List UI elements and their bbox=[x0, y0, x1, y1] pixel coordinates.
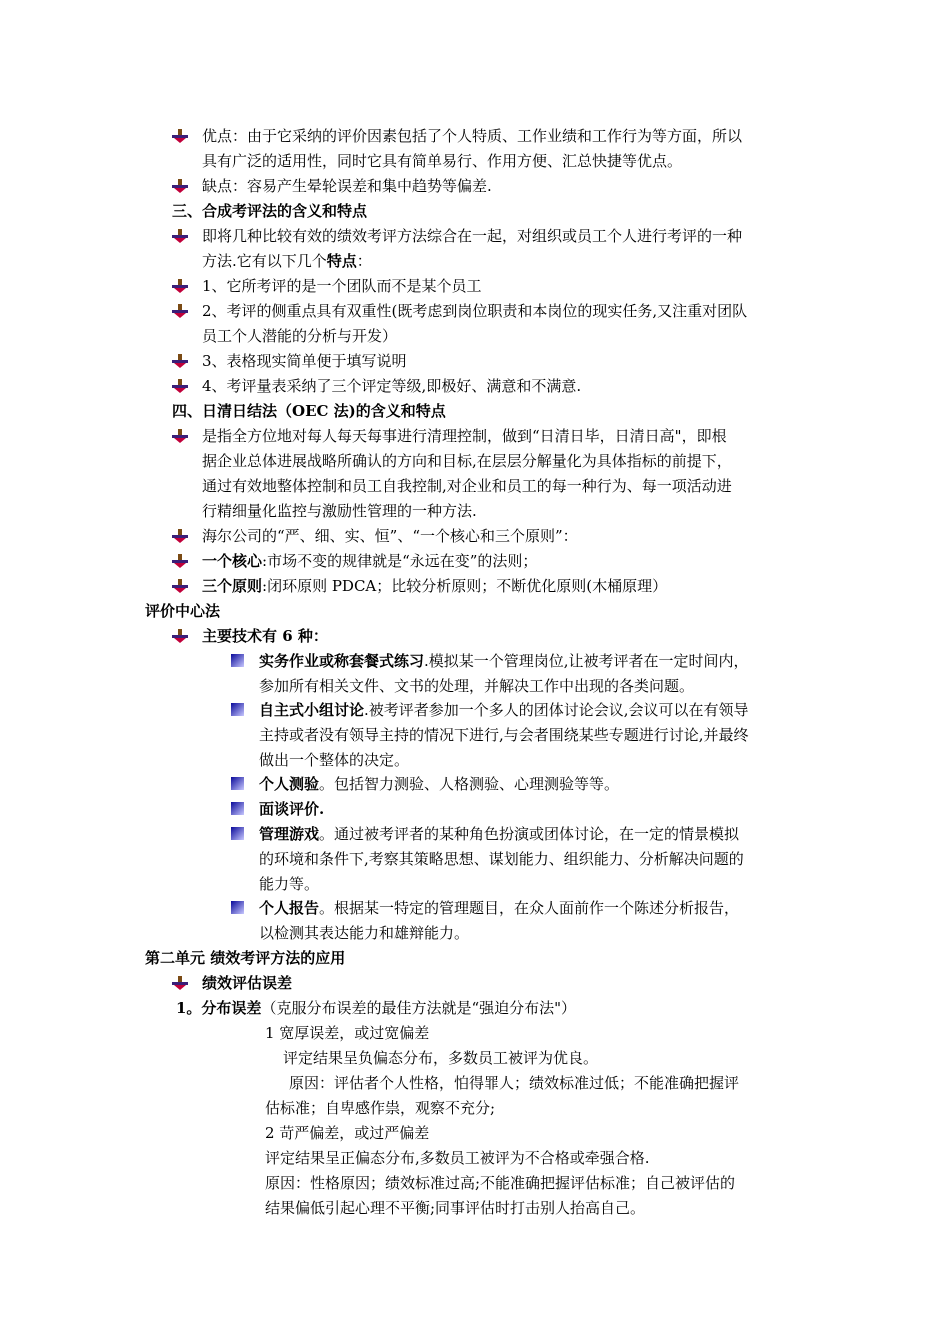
paragraph-line: 评定结果呈负偏态分布，多数员工被评为优良。 bbox=[283, 1049, 599, 1067]
square-bullet-icon bbox=[231, 901, 244, 914]
text-run: 。通过被考评者的某种角色扮演或团体讨论，在一定的情景模拟 bbox=[319, 825, 740, 843]
paragraph-line bbox=[202, 574, 667, 598]
paragraph-line: 缺点：容易产生晕轮误差和集中趋势等偏差. bbox=[202, 177, 492, 195]
paragraph-line: 1 宽厚误差，或过宽偏差 bbox=[265, 1024, 430, 1042]
paragraph-line: 主持或者没有领导主持的情况下进行,与会者围绕某些专题进行讨论,并最终 bbox=[259, 726, 749, 744]
paragraph-line: 做出一个整体的决定。 bbox=[259, 751, 410, 769]
down-arrow-bullet-icon bbox=[172, 428, 188, 444]
paragraph-line: 具有广泛的适用性，同时它具有简单易行、作用方便、汇总快捷等优点。 bbox=[202, 152, 683, 170]
down-arrow-bullet-icon bbox=[172, 228, 188, 244]
down-arrow-bullet-icon bbox=[172, 303, 188, 319]
paragraph-line: 2、考评的侧重点具有双重性(既考虑到岗位职责和本岗位的现实任务,又注重对团队 bbox=[202, 302, 748, 320]
paragraph-line: 是指全方位地对每人每天每事进行清理控制，做到“日清日毕，日清日高"，即根 bbox=[202, 427, 727, 445]
paragraph-line: 评定结果呈正偏态分布,多数员工被评为不合格或牵强合格. bbox=[265, 1149, 650, 1167]
paragraph-line: 面谈评价. bbox=[259, 800, 325, 818]
paragraph-line: 的环境和条件下,考察其策略思想、谋划能力、组织能力、分析解决问题的 bbox=[259, 850, 744, 868]
paragraph-line: 原因：评估者个人性格，怕得罪人；绩效标准过低；不能准确把握评 bbox=[289, 1074, 740, 1092]
paragraph-line bbox=[202, 549, 537, 573]
paragraph-line: 2 苛严偏差，或过严偏差 bbox=[265, 1124, 430, 1142]
text-run: 方法.它有以下几个 bbox=[202, 252, 327, 270]
text-run: .被考评者参加一个多人的团体讨论会议,会议可以在有领导 bbox=[364, 701, 749, 719]
text-run: :市场不变的规律就是“永远在变”的法则； bbox=[262, 552, 538, 570]
square-bullet-icon bbox=[231, 777, 244, 790]
square-bullet-icon bbox=[231, 802, 244, 815]
paragraph-line bbox=[259, 649, 749, 673]
section-heading: 四、日清日结法（OEC 法)的含义和特点 bbox=[172, 402, 446, 420]
text-run: 。包括智力测验、人格测验、心理测验等等。 bbox=[319, 775, 620, 793]
down-arrow-bullet-icon bbox=[172, 528, 188, 544]
paragraph-line: 1、它所考评的是一个团队而不是某个员工 bbox=[202, 277, 482, 295]
square-bullet-icon bbox=[231, 654, 244, 667]
text-run: （克服分布误差的最佳方法就是“强迫分布法"） bbox=[261, 999, 577, 1017]
down-arrow-bullet-icon bbox=[172, 628, 188, 644]
bold-text-run: 一个核心 bbox=[202, 552, 263, 570]
bold-text-run: 个人测验 bbox=[259, 775, 320, 793]
text-run: 。根据某一特定的管理题目，在众人面前作一个陈述分析报告， bbox=[319, 899, 740, 917]
paragraph-line bbox=[259, 772, 619, 796]
paragraph-line bbox=[176, 996, 576, 1020]
bold-text-run: 三个原则 bbox=[202, 577, 263, 595]
section-heading: 评价中心法 bbox=[145, 602, 221, 620]
paragraph-line: 海尔公司的“严、细、实、恒”、“一个核心和三个原则”： bbox=[202, 527, 578, 545]
paragraph-line: 即将几种比较有效的绩效考评方法综合在一起，对组织或员工个人进行考评的一种 bbox=[202, 227, 743, 245]
paragraph-line bbox=[202, 249, 372, 273]
text-run: .模拟某一个管理岗位,让被考评者在一定时间内， bbox=[424, 652, 749, 670]
bold-text-run: 1。分布误差 bbox=[176, 999, 262, 1017]
square-bullet-icon bbox=[231, 703, 244, 716]
down-arrow-bullet-icon bbox=[172, 353, 188, 369]
paragraph-line: 能力等。 bbox=[259, 875, 320, 893]
paragraph-line: 参加所有相关文件、文书的处理，并解决工作中出现的各类问题。 bbox=[259, 677, 695, 695]
paragraph-line bbox=[259, 896, 739, 920]
text-run: ： bbox=[356, 252, 372, 270]
unit-heading: 第二单元 绩效考评方法的应用 bbox=[145, 949, 346, 967]
paragraph-line: 通过有效地整体控制和员工自我控制,对企业和员工的每一种行为、每一项活动进 bbox=[202, 477, 732, 495]
bold-text-run: 特点 bbox=[326, 252, 357, 270]
paragraph-line: 原因：性格原因；绩效标准过高;不能准确把握评估标准；自己被评估的 bbox=[265, 1174, 736, 1192]
section-heading: 三、合成考评法的含义和特点 bbox=[172, 202, 368, 220]
paragraph-line bbox=[259, 698, 749, 722]
paragraph-line: 行精细量化监控与激励性管理的一种方法. bbox=[202, 502, 477, 520]
paragraph-line: 优点：由于它采纳的评价因素包括了个人特质、工作业绩和工作行为等方面，所以 bbox=[202, 127, 743, 145]
down-arrow-bullet-icon bbox=[172, 553, 188, 569]
paragraph-line: 员工个人潜能的分析与开发） bbox=[202, 327, 398, 345]
paragraph-line: 4、考评量表采纳了三个评定等级,即极好、满意和不满意. bbox=[202, 377, 582, 395]
down-arrow-bullet-icon bbox=[172, 975, 188, 991]
down-arrow-bullet-icon bbox=[172, 178, 188, 194]
subsection-heading: 绩效评估误差 bbox=[202, 974, 293, 992]
down-arrow-bullet-icon bbox=[172, 128, 188, 144]
paragraph-line bbox=[259, 822, 739, 846]
paragraph-line: 据企业总体进展战略所确认的方向和目标,在层层分解量化为具体指标的前提下， bbox=[202, 452, 732, 470]
paragraph-line: 估标准；自卑感作祟，观察不充分; bbox=[265, 1099, 496, 1117]
bold-text-run: 个人报告 bbox=[259, 899, 320, 917]
text-run: :闭环原则 PDCA；比较分析原则；不断优化原则(木桶原理） bbox=[262, 577, 668, 595]
subsection-heading: 主要技术有 6 种： bbox=[202, 627, 328, 645]
paragraph-line: 以检测其表达能力和雄辩能力。 bbox=[259, 924, 470, 942]
square-bullet-icon bbox=[231, 827, 244, 840]
bold-text-run: 自主式小组讨论 bbox=[259, 701, 365, 719]
paragraph-line: 结果偏低引起心理不平衡;同事评估时打击别人抬高自己。 bbox=[265, 1199, 646, 1217]
down-arrow-bullet-icon bbox=[172, 578, 188, 594]
bold-text-run: 管理游戏 bbox=[259, 825, 320, 843]
paragraph-line: 3、表格现实简单便于填写说明 bbox=[202, 352, 407, 370]
down-arrow-bullet-icon bbox=[172, 378, 188, 394]
down-arrow-bullet-icon bbox=[172, 278, 188, 294]
bold-text-run: 实务作业或称套餐式练习 bbox=[259, 652, 425, 670]
